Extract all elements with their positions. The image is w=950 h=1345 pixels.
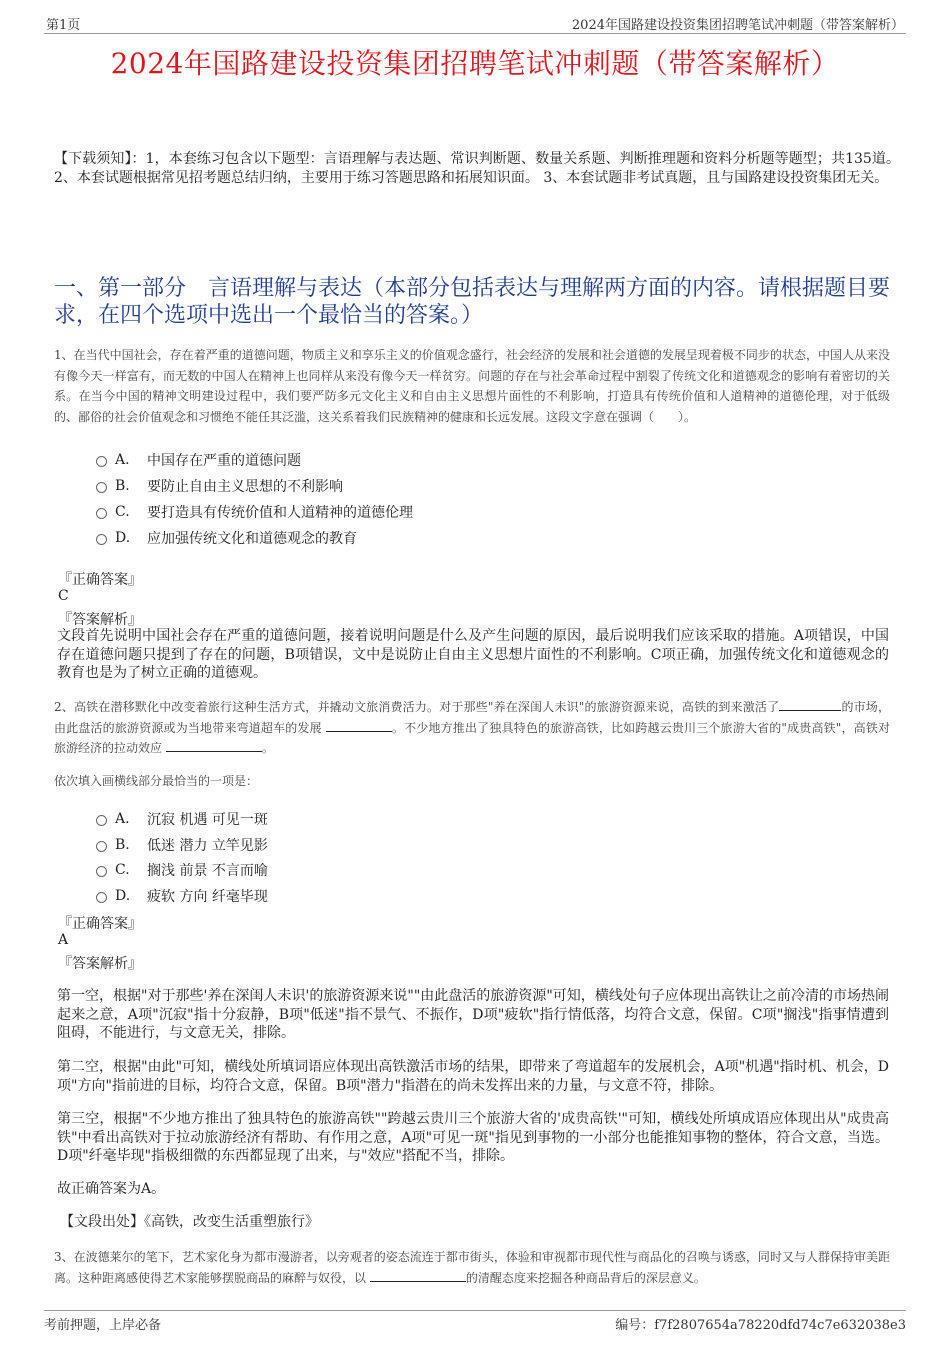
option-text: 疲软 方向 纤毫毕现 [147, 889, 268, 905]
option-key: B. [115, 837, 130, 853]
radio-icon[interactable] [96, 482, 107, 493]
q1-analysis: 文段首先说明中国社会存在严重的道德问题，接着说明问题是什么及产生问题的原因，最后说明我们应该采取的措施。A项错误，中国存在道德问题只提到了存在的问题，B项错误，文中是说防止自由主义思想片面性的不利影响。C项正确，加强传统文化和道德观念的教育也是为了树立正确的道德观。 [57, 628, 889, 681]
document-id: 编号：f7f2807654a78220dfd74c7e632038e3 [615, 1318, 906, 1333]
question-1-text: 1、在当代中国社会，存在着严重的道德问题，物质主义和享乐主义的价值观念盛行，社会经济的发展和社会道德的发展呈现着极不同步的状态，中国人从来没有像今天一样富有，而无数的中国人在精神上也同样从来没有像今天一样贫穷。问题的存在与社会革命过程中割裂了传统文化和道德观念的影响有着密切的关系。在当今中国的精神文明建设过程中，我们要严防多元文化主义和自由主义思想片面性的不利影响，打造具有传统价值和人道精神的道德伦理，对于低级的、鄙俗的社会价值观念和习惯绝不能任其泛滥，这关系着我们民族精神的健康和长远发展。这段文字意在强调（ ）。 [54, 348, 890, 424]
q2-option-b[interactable] [96, 835, 268, 855]
q2-prompt: 依次填入画横线部分最恰当的一项是： [54, 774, 259, 788]
footer-divider [44, 1310, 906, 1311]
q3-text-part: 的清醒态度来挖掘各种商品背后的深层意义。 [465, 1270, 706, 1285]
option-key: C. [115, 862, 130, 878]
q2-text-part: 的市场，由此盘活的旅游资源或为当地带来弯道超车的发展 [54, 700, 890, 735]
option-key: B. [115, 478, 130, 494]
radio-icon[interactable] [96, 456, 107, 467]
radio-icon[interactable] [96, 508, 107, 519]
option-key: C. [115, 504, 130, 520]
radio-icon[interactable] [96, 866, 107, 877]
q2-option-c[interactable] [96, 860, 268, 880]
option-text: 低迷 潜力 立竿见影 [147, 838, 268, 854]
footer-slogan: 考前押题，上岸必备 [44, 1318, 162, 1333]
option-text: 要防止自由主义思想的不利影响 [147, 479, 343, 495]
radio-icon[interactable] [96, 815, 107, 826]
analysis-label: 『答案解析』 [58, 612, 142, 628]
option-text: 应加强传统文化和道德观念的教育 [147, 531, 357, 547]
section-heading: 一、第一部分 言语理解与表达（本部分包括表达与理解两方面的内容。请根据题目要求，在四个选项中选出一个最恰当的答案。） [54, 276, 891, 328]
analysis-label: 『答案解析』 [58, 956, 142, 972]
option-text: 中国存在严重的道德问题 [147, 453, 301, 469]
option-key: D. [115, 888, 131, 904]
option-key: D. [115, 530, 131, 546]
q1-option-d[interactable] [96, 528, 357, 548]
q2-analysis-blank-2: 第二空，根据"由此"可知，横线处所填词语应体现出高铁激活市场的结果，即带来了弯道超车的发展机会，A项"机遇"指时机、机会，D项"方向"指前进的目标，均符合文意，保留。B项"潜力"指潜在的尚未发挥出来的力量，与文意不符，排除。 [57, 1059, 889, 1094]
header-title: 2024年国路建设投资集团招聘笔试冲刺题（带答案解析） [571, 18, 904, 33]
q2-text-part: 2、高铁在潜移默化中改变着旅行这种生活方式，并撬动文旅消费活力。对于那些"养在深闺人未识"的旅游资源来说，高铁的到来激活了 [54, 700, 780, 714]
q2-source: 【文段出处】《高铁，改变生活重塑旅行》 [60, 1214, 319, 1230]
q1-option-c[interactable] [96, 502, 413, 522]
q2-analysis-blank-1: 第一空，根据"对于那些'养在深闺人未识'的旅游资源来说""由此盘活的旅游资源"可知，横线处句子应体现出高铁让之前冷清的市场热闹起来之意，A项"沉寂"指十分寂静，B项"低迷"指不景气、不振作，D项"疲软"指行情低落，均符合文意，保留。C项"搁浅"指事情遭到阻碍，不能进行，与文意无关，排除。 [57, 988, 889, 1041]
page-number: 第1页 [46, 18, 81, 33]
q2-conclusion: 故正确答案为A。 [57, 1181, 166, 1197]
answer-label: 『正确答案』 [58, 916, 142, 932]
q2-text-part: 。 [261, 741, 274, 755]
radio-icon[interactable] [96, 892, 107, 903]
option-text: 搁浅 前景 不言而喻 [147, 863, 268, 879]
radio-icon[interactable] [96, 534, 107, 545]
question-3-text [54, 1247, 890, 1288]
q2-option-a[interactable] [96, 809, 268, 829]
fill-blank [370, 1269, 466, 1282]
radio-icon[interactable] [96, 841, 107, 852]
q2-option-d[interactable] [96, 886, 268, 906]
option-key: A. [115, 811, 130, 827]
q1-answer: C [58, 588, 69, 604]
answer-label: 『正确答案』 [58, 572, 142, 588]
option-text: 要打造具有传统价值和人道精神的道德伦理 [147, 505, 413, 521]
q2-answer: A [58, 932, 69, 948]
q1-option-b[interactable] [96, 476, 343, 496]
option-text: 沉寂 机遇 可见一斑 [147, 812, 268, 828]
download-notice: 【下载须知】：1，本套练习包含以下题型：言语理解与表达题、常识判断题、数量关系题、判断推理题和资料分析题等题型；共135道。 2、本套试题根据常见招考题总结归纳，主要用于练习答题思路和拓展知识面。 3、本套试题非考试真题，且与国路建设投资集团无关。 [54, 151, 900, 186]
fill-blank [779, 698, 841, 711]
fill-blank [326, 719, 392, 732]
question-2-text [54, 697, 890, 759]
q2-analysis-blank-3: 第三空，根据"不少地方推出了独具特色的旅游高铁""跨越云贵川三个旅游大省的'成贵高铁'"可知，横线处所填成语应体现出从"成贵高铁"中看出高铁对于拉动旅游经济有帮助、有作用之意，A项"可见一斑"指见到事物的一小部分也能推知事物的整体，符合文意，当选。D项"纤毫毕现"指极细微的东西都显现了出来，与"效应"搭配不当，排除。 [57, 1111, 889, 1164]
q1-option-a[interactable] [96, 450, 301, 470]
option-key: A. [115, 452, 130, 468]
q2-text-part: 。不少地方推出了独具特色的旅游高铁，比如跨越云贵川三个旅游大省的"成贵高铁"，高铁对旅游经济的拉动效应 [54, 720, 890, 755]
header-divider [44, 33, 906, 34]
page-title: 2024年国路建设投资集团招聘笔试冲刺题（带答案解析） [110, 47, 840, 80]
q3-text-part: 3、在波德莱尔的笔下，艺术家化身为都市漫游者，以旁观者的姿态流连于都市街头，体验和审视都市现代性与商品化的召唤与诱惑，同时又与人群保持审美距离。这种距离感使得艺术家能够摆脱商品的麻醉与奴役，以 [54, 1250, 890, 1285]
fill-blank [166, 739, 262, 752]
